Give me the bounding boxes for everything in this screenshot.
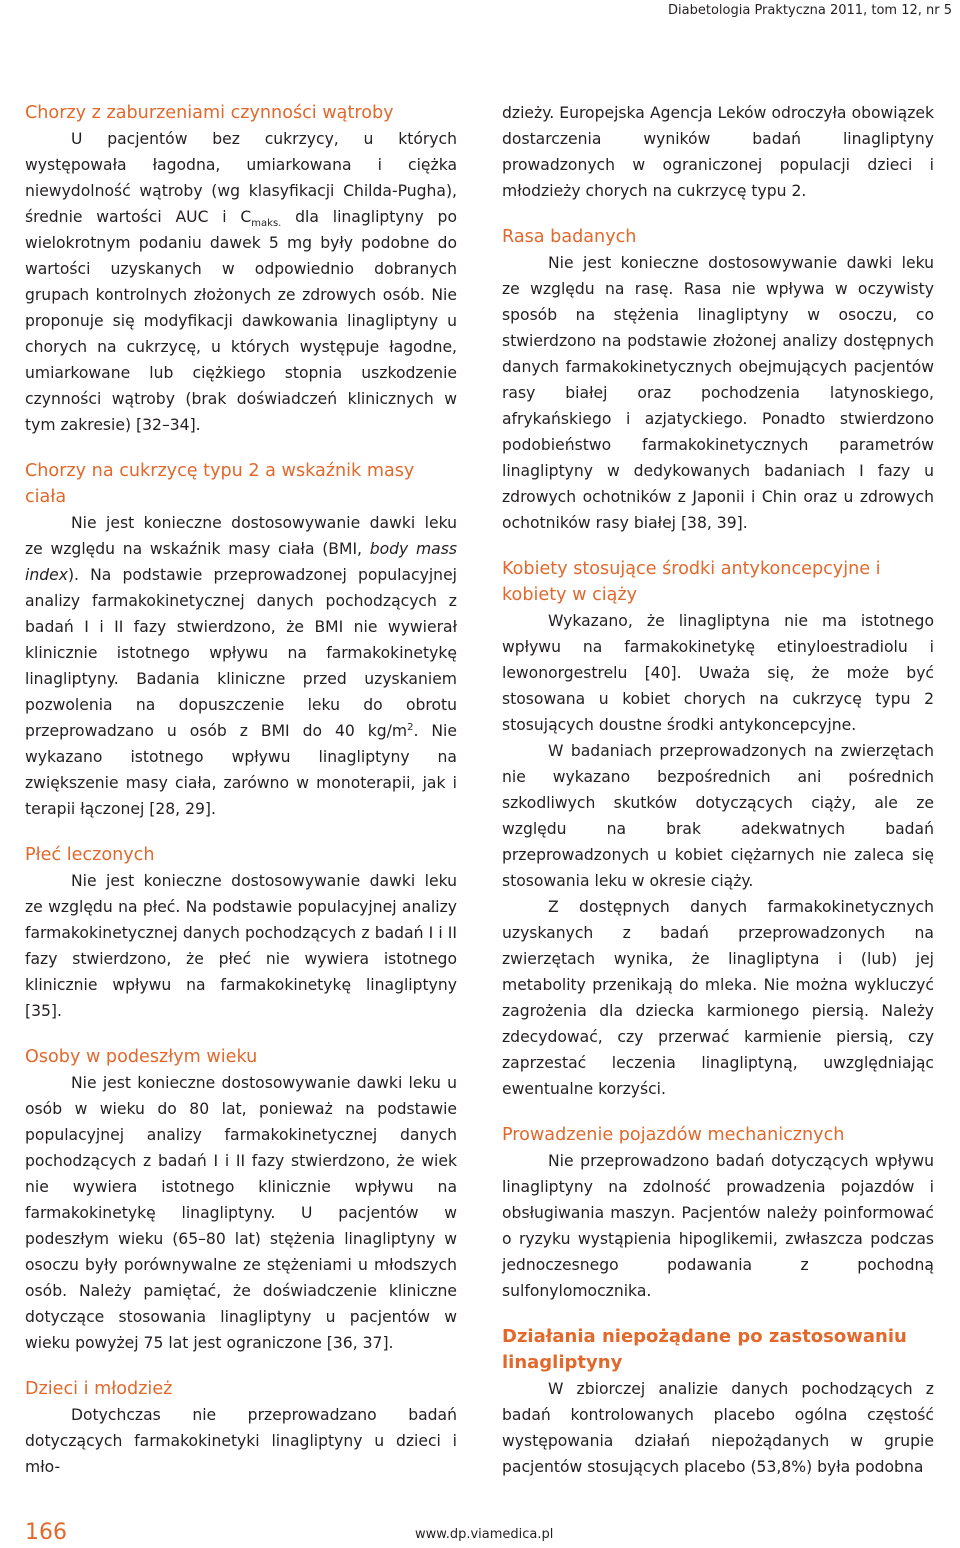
paragraph-children-continued: dzieży. Europejska Agencja Leków odroczyła obowiązek dostarczenia wyników badań linagliptyny prowadzonych w ograniczonej populacji dzieci i młodzieży chorych na cukrzycę typu 2. bbox=[502, 104, 934, 200]
heading-adverse-effects: Działania niepożądane po zastosowaniu linagliptyny bbox=[502, 1326, 907, 1373]
section-adverse-effects bbox=[502, 1324, 934, 1480]
footer-url[interactable]: www.dp.viamedica.pl bbox=[415, 1527, 554, 1542]
paragraph-children: Dotychczas nie przeprowadzano badań dotyczących farmakokinetyki linagliptyny u dzieci i mło- bbox=[25, 1406, 457, 1476]
section-elderly bbox=[25, 1044, 457, 1356]
heading-children: Dzieci i młodzież bbox=[25, 1379, 173, 1399]
paragraph-bmi bbox=[25, 510, 457, 822]
section-children-continued bbox=[502, 100, 934, 204]
section-children bbox=[25, 1376, 457, 1480]
section-race bbox=[502, 224, 934, 536]
section-driving bbox=[502, 1122, 934, 1304]
heading-race: Rasa badanych bbox=[502, 227, 637, 247]
superscript: 2 bbox=[407, 721, 414, 733]
text-span: ). Na podstawie przeprowadzonej populacyjnej analizy farmakokinetycznej danych pochodzących z badań I i II fazy stwierdzono, że BMI nie wywierał klinicznie istotnego wpływu na farmakokinetykę linagliptyny. Badania kliniczne przed uzyskaniem pozwolenia na dopuszczenie leku do obrotu przeprowadzano u osób z BMI do 40 kg/m bbox=[25, 566, 457, 740]
left-column bbox=[25, 100, 457, 1500]
paragraph-adverse-effects: W zbiorczej analizie danych pochodzących z badań kontrolowanych placebo ogólna częstość występowania działań niepożądanych w grupie pacjentów stosujących placebo (53,8%) była podobna bbox=[502, 1380, 934, 1476]
text-span: U pacjentów bez cukrzycy, u których występowała łagodna, umiarkowana i ciężka niewydolność wątroby (wg klasyfikacji Childa-Pugha), średnie wartości AUC i C bbox=[25, 130, 457, 226]
italic-term: body mass index bbox=[25, 540, 457, 584]
section-sex bbox=[25, 842, 457, 1024]
paragraph-race: Nie jest konieczne dostosowywanie dawki leku ze względu na rasę. Rasa nie wpływa w oczywisty sposób na stężenia linagliptyny w osoczu, co stwierdzono na podstawie złożonej analizy dostępnych danych farmakokinetycznych obejmujących pacjentów rasy białej oraz pochodzenia latynoskiego, afrykańskiego i azjatyckiego. Ponadto stwierdzono podobieństwo farmakokinetycznych parametrów linagliptyny w dedykowanych badaniach I fazy u zdrowych ochotników z Japonii i Chin oraz u zdrowych ochotników rasy białej [38, 39]. bbox=[502, 254, 934, 532]
heading-elderly: Osoby w podeszłym wieku bbox=[25, 1047, 258, 1067]
heading-liver: Chorzy z zaburzeniami czynności wątroby bbox=[25, 103, 394, 123]
page-number: 166 bbox=[25, 1520, 67, 1545]
running-head: Diabetologia Praktyczna 2011, tom 12, nr 5 bbox=[668, 3, 952, 18]
section-pregnancy bbox=[502, 556, 934, 1102]
paragraph-driving: Nie przeprowadzono badań dotyczących wpływu linagliptyny na zdolność prowadzenia pojazdów i obsługiwania maszyn. Pacjentów należy poinformować o ryzyku wystąpienia hipoglikemii, zwłaszcza podczas jednoczesnego podawania z pochodną sulfonylomocznika. bbox=[502, 1152, 934, 1300]
heading-driving: Prowadzenie pojazdów mechanicznych bbox=[502, 1125, 845, 1145]
heading-bmi: Chorzy na cukrzycę typu 2 a wskaźnik masy ciała bbox=[25, 461, 415, 507]
subscript: maks. bbox=[251, 218, 282, 230]
paragraph-elderly: Nie jest konieczne dostosowywanie dawki leku u osób w wieku do 80 lat, ponieważ na podstawie populacyjnej analizy farmakokinetycznej danych pochodzących z badań I i II fazy stwierdzono, że wiek nie wywiera istotnego klinicznie wpływu na farmakokinetykę linagliptyny. U pacjentów w podeszłym wieku (65–80 lat) stężenia linagliptyny w osoczu były porównywalne ze stężeniami u młodszych osób. Należy pamiętać, że doświadczenie kliniczne dotyczące stosowania linagliptyny u pacjentów w wieku powyżej 75 lat jest ograniczone [36, 37]. bbox=[25, 1074, 457, 1352]
text-span: Nie jest konieczne dostosowywanie dawki leku ze względu na wskaźnik masy ciała (BMI, bbox=[25, 514, 457, 558]
section-bmi bbox=[25, 458, 457, 822]
right-column bbox=[502, 100, 934, 1500]
paragraph-pregnancy-3: Z dostępnych danych farmakokinetycznych uzyskanych z badań przeprowadzonych na zwierzętach wynika, że linagliptyna i (lub) jej metabolity przenikają do mleka. Nie można wykluczyć zagrożenia dla dziecka karmionego piersią. Należy zdecydować, czy przerwać karmienie piersią, czy zaprzestać leczenia linagliptyną, uwzględniając ewentualne korzyści. bbox=[502, 898, 934, 1098]
paragraph-pregnancy-1: Wykazano, że linagliptyna nie ma istotnego wpływu na farmakokinetykę etinyloestradiolu i lewonorgestrelu [40]. Uważa się, że może być stosowana u kobiet chorych na cukrzycę typu 2 stosujących doustne środki antykoncepcyjne. bbox=[502, 612, 934, 734]
text-span: dla linagliptyny po wielokrotnym podaniu dawek 5 mg były podobne do wartości uzyskanych w odpowiednio dobranych grupach kontrolnych złożonych ze zdrowych osób. Nie proponuje się modyfikacji dawkowania linagliptyny u chorych na cukrzycę, u których występuje łagodne, umiarkowane lub ciężkiego stopnia uszkodzenie czynności wątroby (brak doświadczeń klinicznych w tym zakresie) [32–34]. bbox=[25, 208, 457, 434]
heading-pregnancy: Kobiety stosujące środki antykoncepcyjne i kobiety w ciąży bbox=[502, 559, 881, 605]
paragraph-liver bbox=[25, 126, 457, 438]
paragraph-sex: Nie jest konieczne dostosowywanie dawki leku ze względu na płeć. Na podstawie populacyjnej analizy farmakokinetycznej danych pochodzących z badań I i II fazy stwierdzono, że płeć nie wywiera istotnego klinicznie wpływu na farmakokinetykę linagliptyny [35]. bbox=[25, 872, 457, 1020]
heading-sex: Płeć leczonych bbox=[25, 845, 155, 865]
section-liver bbox=[25, 100, 457, 438]
text-span: . Nie wykazano istotnego wpływu linagliptyny na zwiększenie masy ciała, zarówno w monoterapii, jak i terapii łączonej [28, 29]. bbox=[25, 722, 457, 818]
paragraph-pregnancy-2: W badaniach przeprowadzonych na zwierzętach nie wykazano bezpośrednich ani pośrednich szkodliwych skutków dotyczących ciąży, ale ze względu na brak adekwatnych badań przeprowadzonych u kobiet ciężarnych nie zaleca się stosowania leku w okresie ciąży. bbox=[502, 742, 934, 890]
